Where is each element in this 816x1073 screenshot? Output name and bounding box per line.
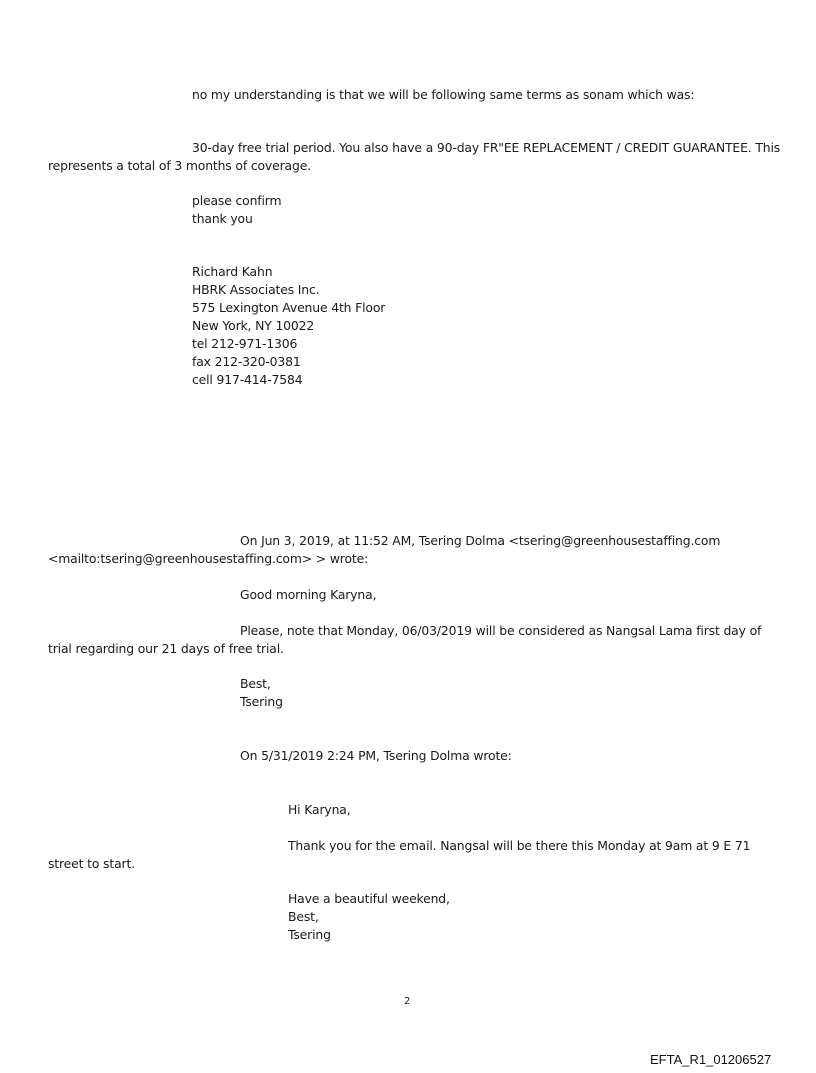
quoted2-signoff: Best, [288, 909, 319, 924]
page-number: 2 [404, 996, 411, 1007]
quoted1-body-line-2: trial regarding our 21 days of free trial. [48, 641, 284, 656]
quoted1-sender: Tsering [240, 694, 283, 709]
signature-address-2: New York, NY 10022 [192, 318, 315, 333]
document-id: EFTA_R1_01206527 [650, 1052, 772, 1067]
quoted1-header-line-2: <mailto:tsering@greenhousestaffing.com> > wrote: [48, 551, 369, 566]
signature-cell: cell 917-414-7584 [192, 372, 303, 387]
quoted2-sender: Tsering [288, 927, 331, 942]
reply-terms-line-1: 30-day free trial period. You also have a 90-day FR"EE REPLACEMENT / CREDIT GUARANTEE. This [192, 140, 781, 155]
quoted1-greeting: Good morning Karyna, [240, 587, 377, 602]
signature-name: Richard Kahn [192, 264, 273, 279]
reply-terms-line-2: represents a total of 3 months of coverage. [48, 158, 311, 173]
quoted2-greeting: Hi Karyna, [288, 802, 351, 817]
quoted2-body-line-1: Thank you for the email. Nangsal will be there this Monday at 9am at 9 E 71 [288, 838, 751, 853]
reply-confirm: please confirm [192, 193, 282, 208]
quoted2-body-line-2: street to start. [48, 856, 135, 871]
signature-company: HBRK Associates Inc. [192, 282, 320, 297]
quoted2-header: On 5/31/2019 2:24 PM, Tsering Dolma wrote: [240, 748, 512, 763]
reply-intro: no my understanding is that we will be following same terms as sonam which was: [192, 87, 695, 102]
quoted1-body-line-1: Please, note that Monday, 06/03/2019 will be considered as Nangsal Lama first day of [240, 623, 762, 638]
reply-thanks: thank you [192, 211, 253, 226]
quoted1-header-line-1: On Jun 3, 2019, at 11:52 AM, Tsering Dolma <tsering@greenhousestaffing.com [240, 533, 721, 548]
signature-fax: fax 212-320-0381 [192, 354, 301, 369]
quoted1-signoff: Best, [240, 676, 271, 691]
signature-address-1: 575 Lexington Avenue 4th Floor [192, 300, 386, 315]
quoted2-closing: Have a beautiful weekend, [288, 891, 450, 906]
signature-tel: tel 212-971-1306 [192, 336, 298, 351]
